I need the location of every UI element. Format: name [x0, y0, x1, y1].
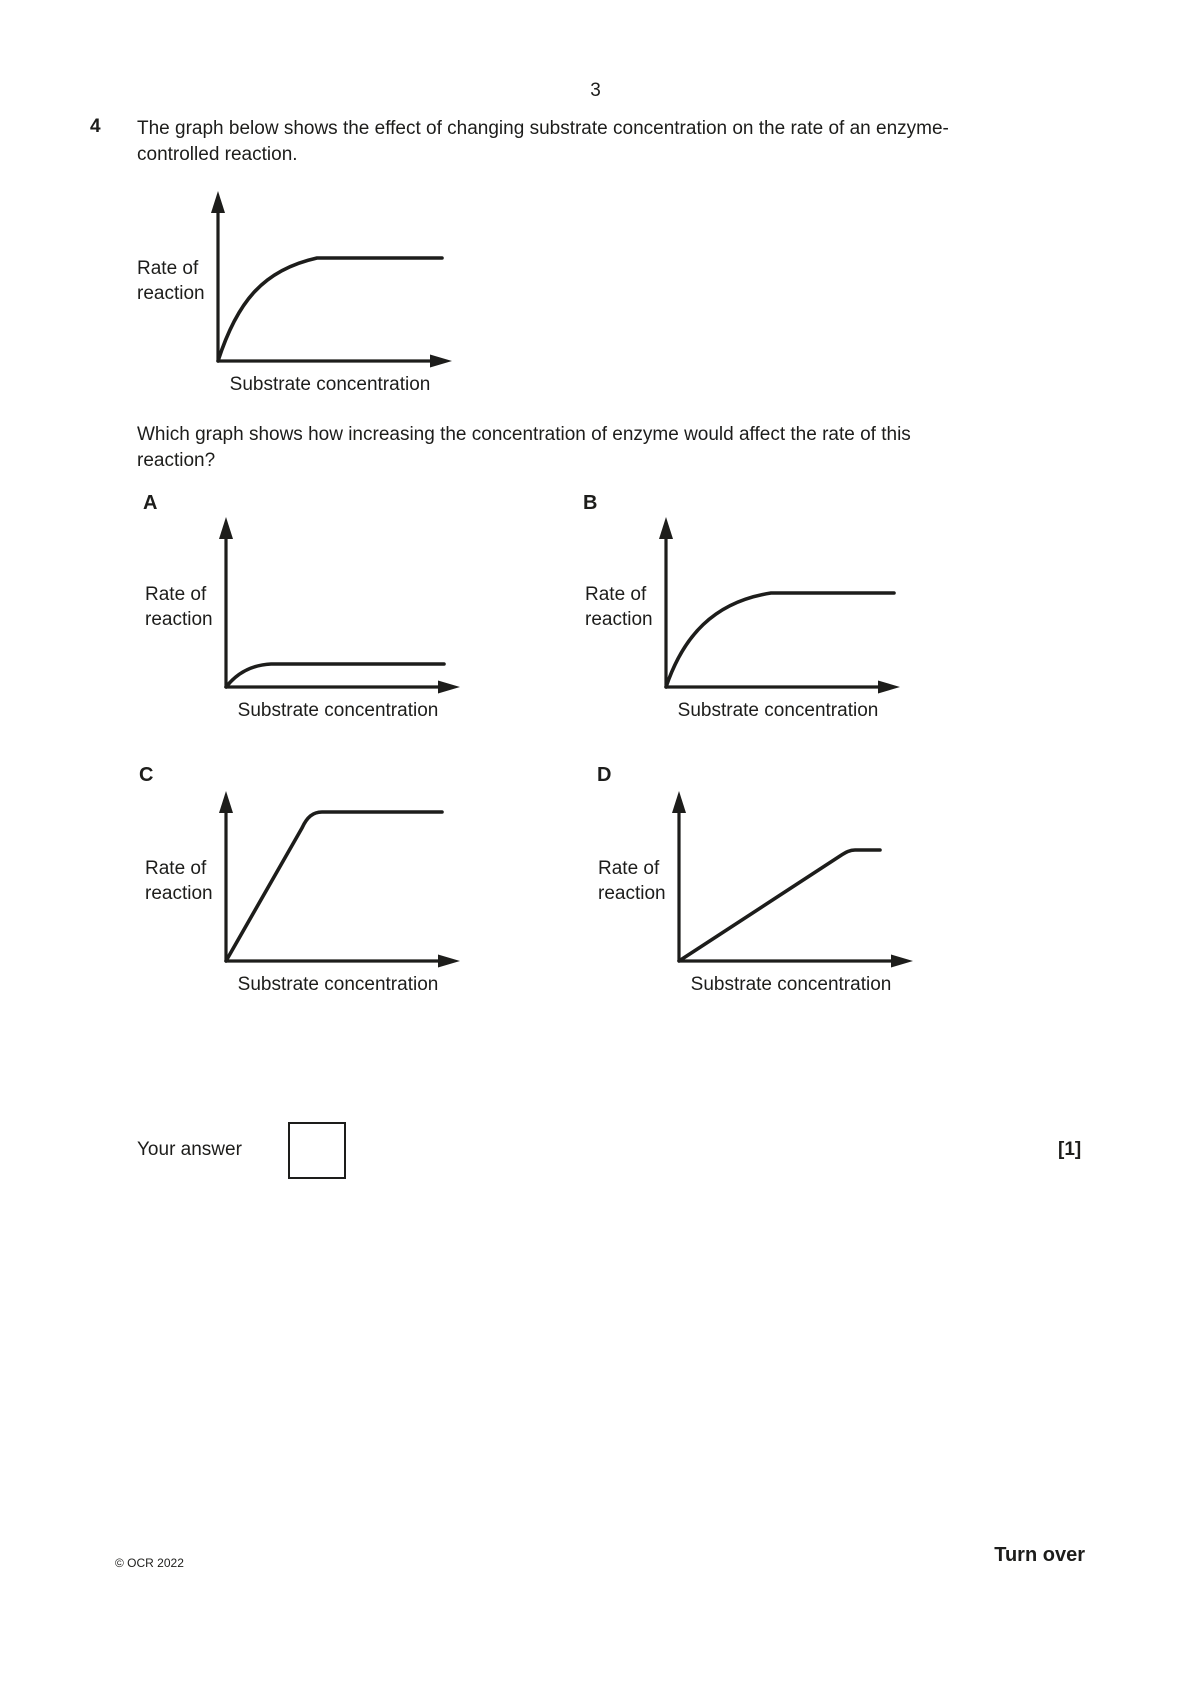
stimulus-x-axis-label: Substrate concentration	[229, 374, 431, 395]
option-letter-d: D	[597, 764, 612, 786]
option-a-plot	[213, 512, 463, 694]
option-b-plot	[653, 512, 903, 694]
question-prompt-line1: Which graph shows how increasing the concentration of enzyme would affect the rate of this	[137, 424, 911, 445]
stimulus-graph	[137, 186, 477, 416]
y-axis-arrowhead	[211, 191, 225, 213]
y-axis-label-line2: reaction	[598, 883, 666, 904]
y-axis-arrowhead	[672, 791, 686, 813]
stimulus-plot	[205, 186, 455, 368]
turn-over-label: Turn over	[994, 1544, 1085, 1566]
x-axis-arrowhead	[430, 355, 452, 368]
stimulus-y-axis-label	[137, 256, 205, 306]
option-letter-b: B	[583, 492, 598, 514]
question-intro-line1: The graph below shows the effect of changing substrate concentration on the rate of an enzyme-	[137, 118, 949, 139]
option-d-plot	[666, 786, 916, 968]
y-axis-label-line1: Rate of	[585, 584, 647, 605]
option-d-x-axis-label: Substrate concentration	[690, 974, 892, 995]
option-b-y-axis-label	[585, 582, 653, 632]
question-number: 4	[90, 116, 101, 137]
x-axis-arrowhead	[438, 955, 460, 968]
option-b-curve	[666, 593, 894, 687]
option-d-y-axis-label	[598, 856, 666, 906]
option-graph-a	[145, 512, 485, 742]
option-c-x-axis-label: Substrate concentration	[237, 974, 439, 995]
option-a-curve	[226, 664, 444, 687]
y-axis-label-line1: Rate of	[598, 858, 660, 879]
y-axis-arrowhead	[659, 517, 673, 539]
option-d-curve	[679, 850, 880, 961]
option-letter-a: A	[143, 492, 158, 514]
y-axis-label-line2: reaction	[145, 609, 213, 630]
option-graph-b	[585, 512, 925, 742]
y-axis-label-line2: reaction	[145, 883, 213, 904]
option-c-plot	[213, 786, 463, 968]
y-axis-arrowhead	[219, 791, 233, 813]
y-axis-label-line1: Rate of	[145, 858, 207, 879]
option-a-x-axis-label: Substrate concentration	[237, 700, 439, 721]
copyright-notice: © OCR 2022	[115, 1556, 184, 1570]
y-axis-label-line1: Rate of	[137, 258, 199, 279]
y-axis-label-line1: Rate of	[145, 584, 207, 605]
y-axis-arrowhead	[219, 517, 233, 539]
option-a-y-axis-label	[145, 582, 213, 632]
question-prompt-line2: reaction?	[137, 450, 216, 471]
question-intro-line2: controlled reaction.	[137, 144, 298, 165]
option-b-x-axis-label: Substrate concentration	[677, 700, 879, 721]
x-axis-arrowhead	[878, 681, 900, 694]
option-c-curve	[226, 812, 442, 961]
answer-box[interactable]	[288, 1122, 346, 1179]
option-graph-c	[145, 786, 485, 1016]
x-axis-arrowhead	[438, 681, 460, 694]
x-axis-arrowhead	[891, 955, 913, 968]
your-answer-label: Your answer	[137, 1139, 242, 1160]
option-graph-d	[598, 786, 938, 1016]
y-axis-label-line2: reaction	[137, 283, 205, 304]
question-intro	[137, 116, 949, 168]
stimulus-curve	[218, 258, 442, 361]
question-prompt	[137, 422, 911, 474]
y-axis-label-line2: reaction	[585, 609, 653, 630]
marks-badge: [1]	[1058, 1139, 1082, 1160]
option-letter-c: C	[139, 764, 154, 786]
option-c-y-axis-label	[145, 856, 213, 906]
page-number: 3	[590, 80, 601, 101]
